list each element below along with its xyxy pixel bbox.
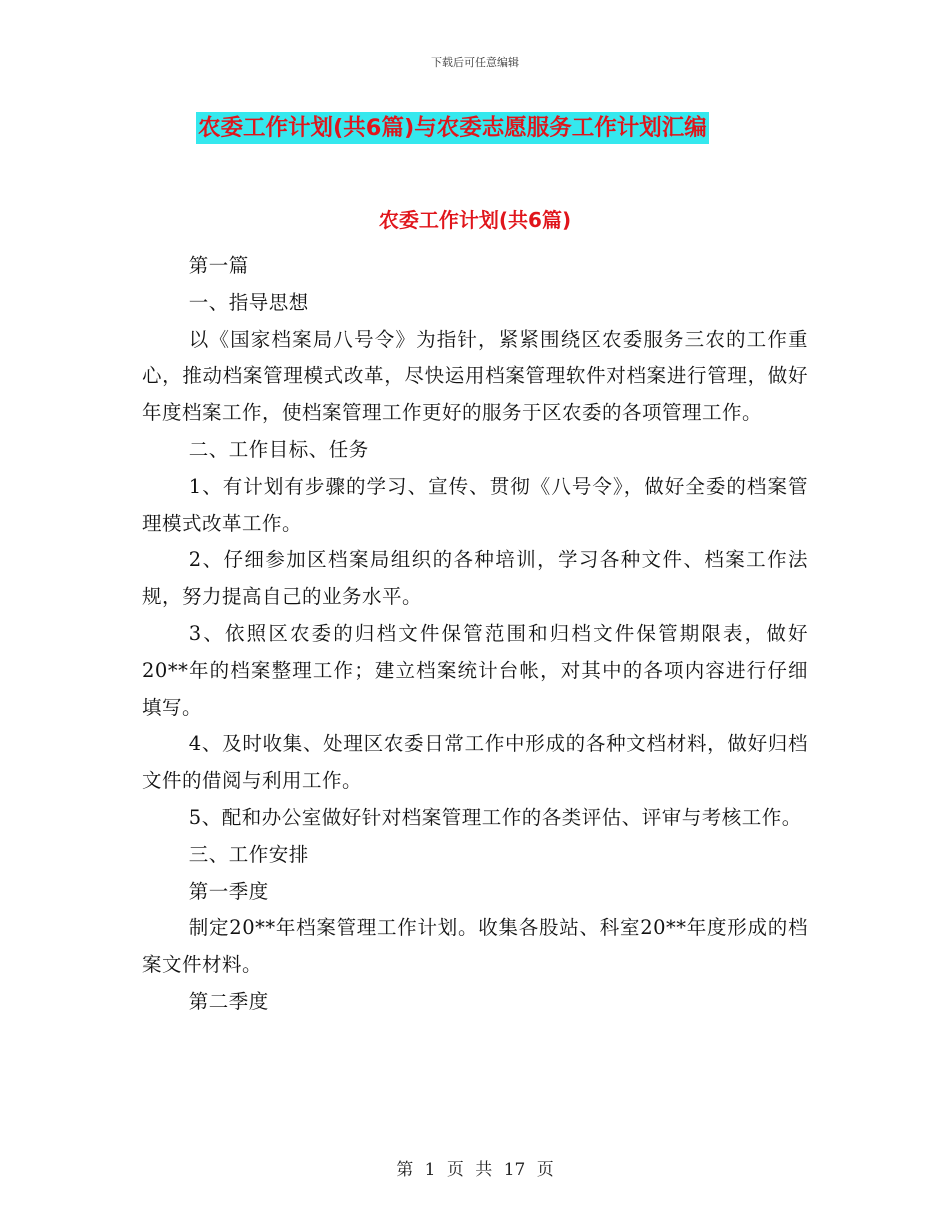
section-title: 农委工作计划(共6篇): [378, 208, 572, 232]
header-note: 下载后可任意编辑: [431, 56, 519, 69]
paragraph: 4、及时收集、处理区农委日常工作中形成的各种文档材料，做好归档文件的借阅与利用工作。: [142, 732, 808, 793]
paragraph: 第一篇: [188, 254, 249, 277]
document-body: [142, 248, 808, 1021]
paragraph: 二、工作目标、任务: [188, 437, 369, 461]
paragraph: 1、有计划有步骤的学习、宣传、贯彻《八号令》，做好全委的档案管理模式改革工作。: [142, 474, 808, 535]
paragraph: 一、指导思想: [188, 290, 309, 314]
paragraph: 5、配和办公室做好针对档案管理工作的各类评估、评审与考核工作。: [188, 805, 802, 829]
paragraph: 2、仔细参加区档案局组织的各种培训，学习各种文件、档案工作法规，努力提高自己的业务水平。: [142, 548, 808, 609]
paragraph: 以《国家档案局八号令》为指针，紧紧围绕区农委服务三农的工作重心，推动档案管理模式改革，尽快运用档案管理软件对档案进行管理，做好年度档案工作，使档案管理工作更好的服务于区农委的各项管理工作。: [142, 327, 808, 425]
paragraph: 第二季度: [188, 989, 269, 1013]
paragraph: 3、依照区农委的归档文件保管范围和归档文件保管期限表，做好20**年的档案整理工作；建立档案统计台帐，对其中的各项内容进行仔细填写。: [142, 621, 808, 719]
page-number-footer: 第 1 页 共 17 页: [396, 1160, 554, 1180]
paragraph: 制定20**年档案管理工作计划。收集各股站、科室20**年度形成的档案文件材料。: [142, 916, 808, 977]
document-main-title: 农委工作计划(共6篇)与农委志愿服务工作计划汇编: [196, 112, 709, 144]
paragraph: 三、工作安排: [188, 842, 309, 866]
paragraph: 第一季度: [188, 879, 269, 903]
